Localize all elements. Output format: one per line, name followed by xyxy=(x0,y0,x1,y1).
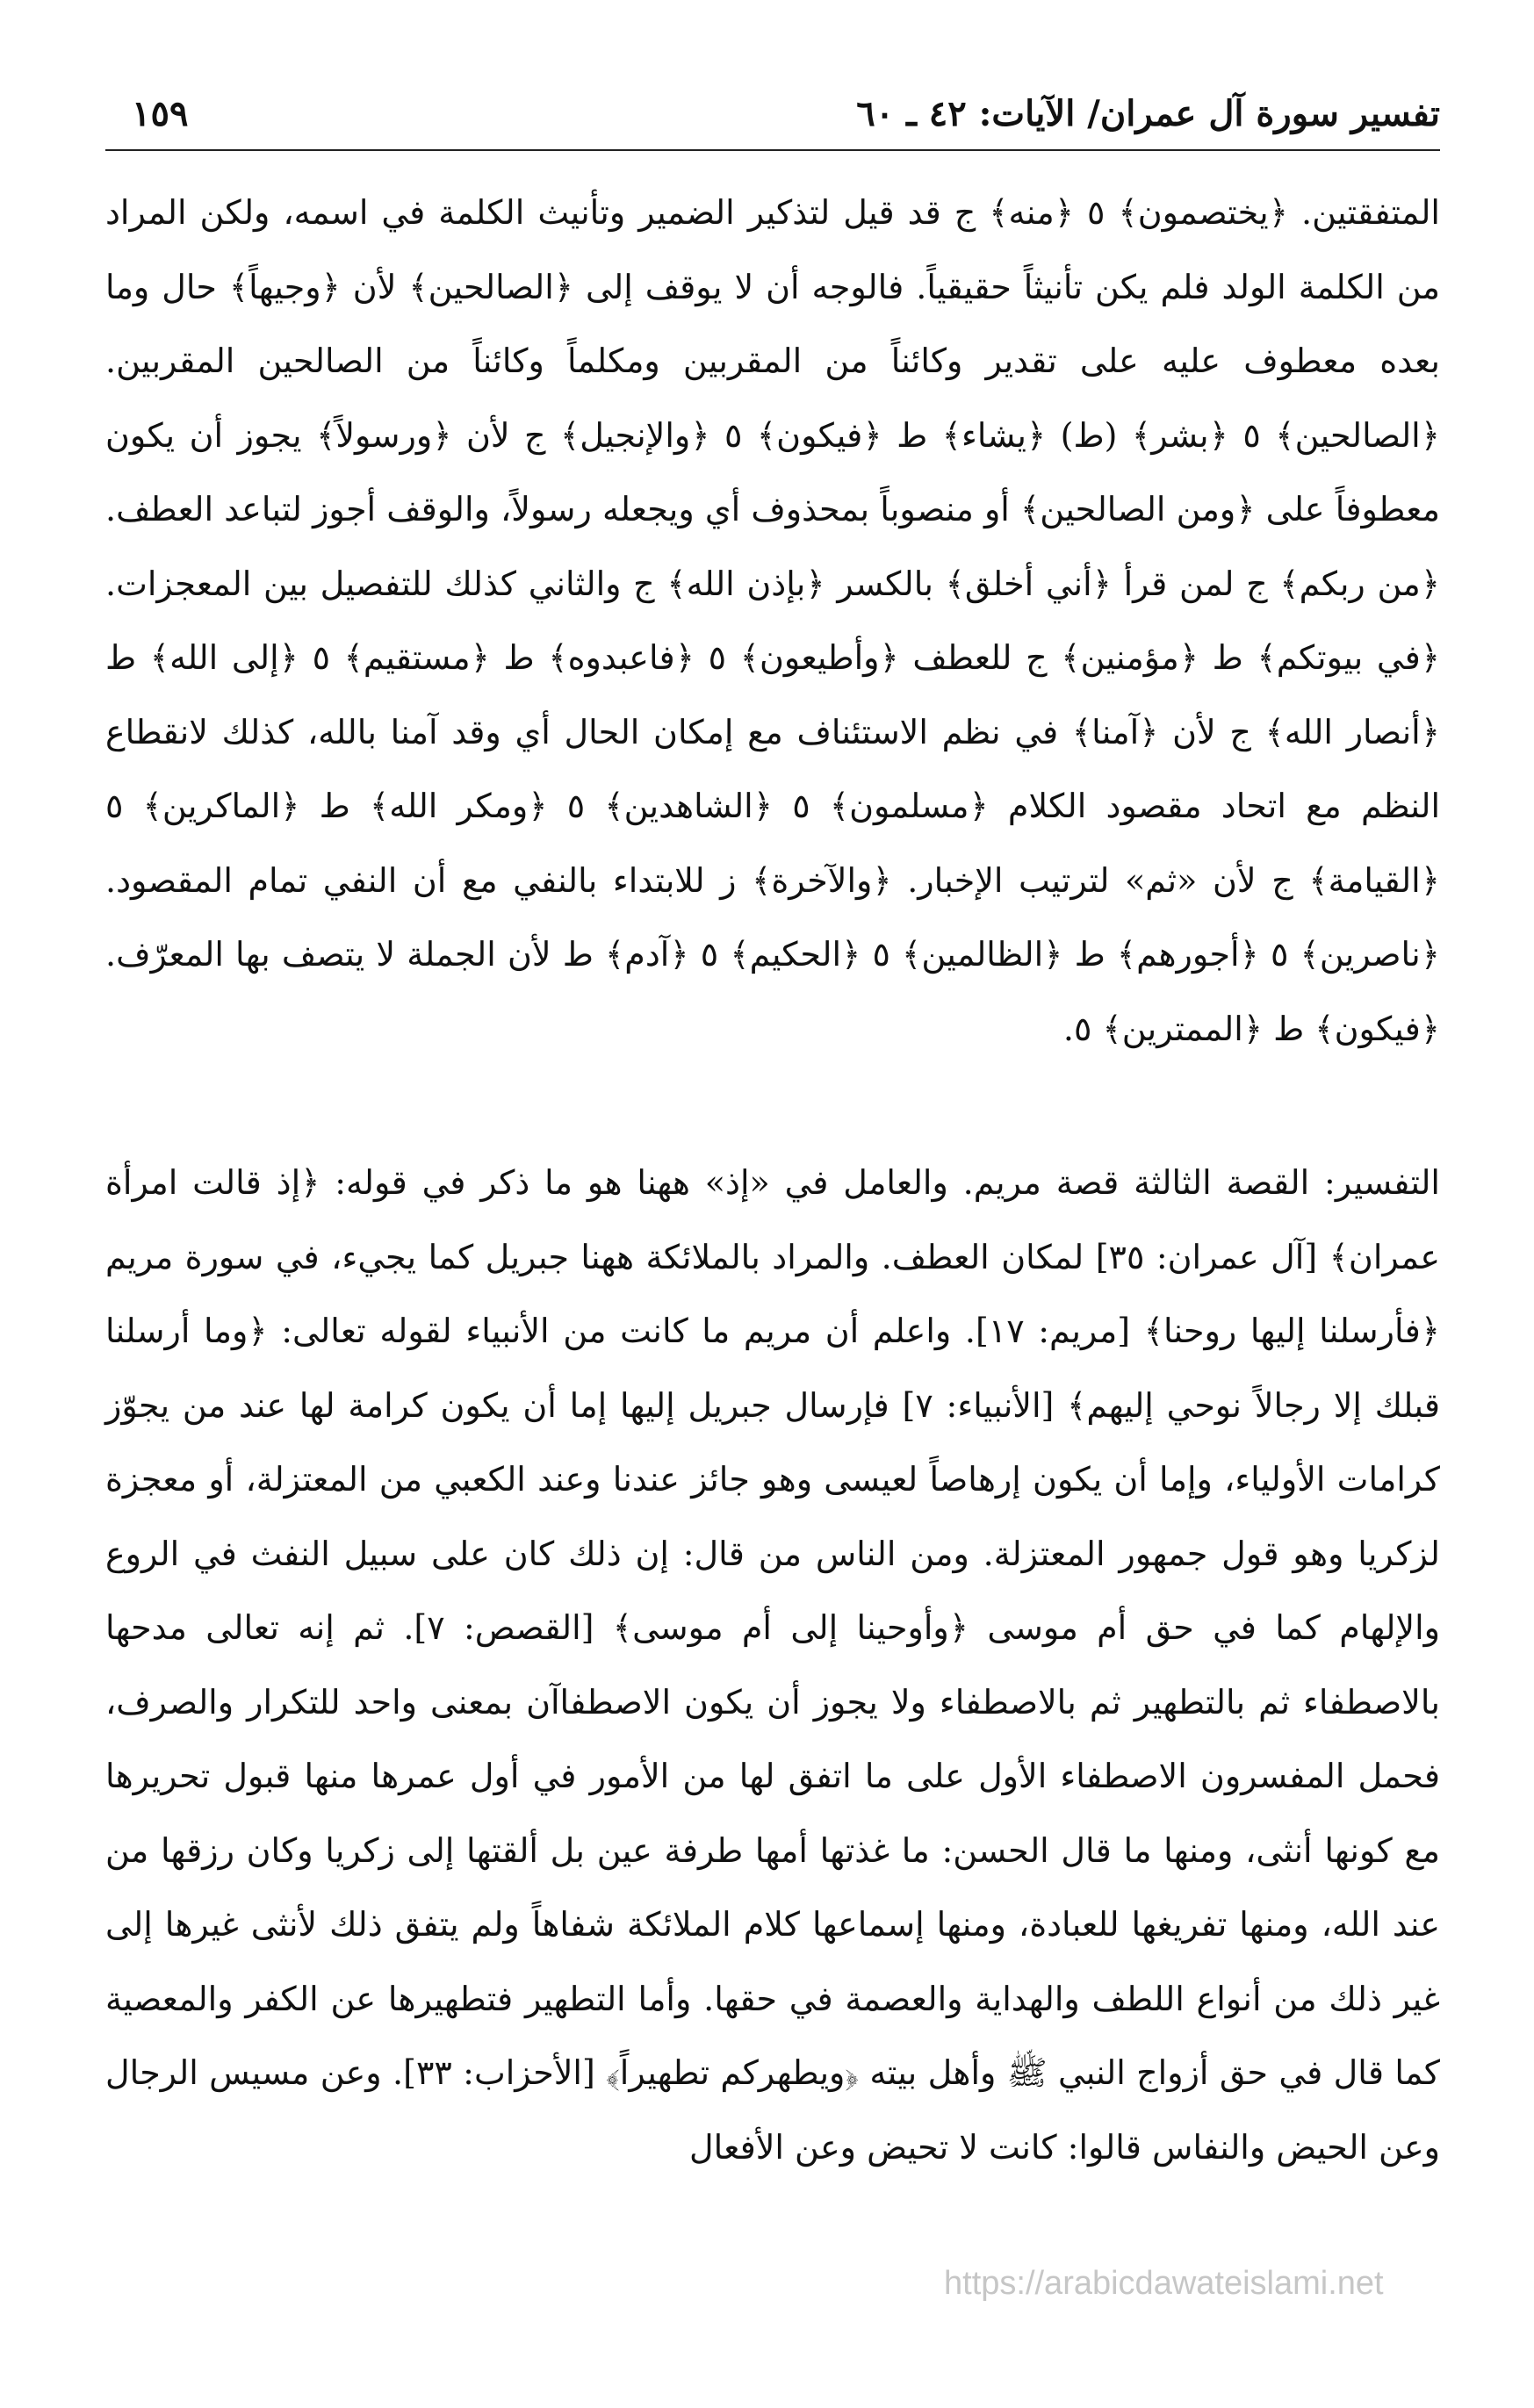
page-number: ١٥٩ xyxy=(132,93,189,134)
source-watermark: https://arabicdawateislami.net xyxy=(944,2265,1384,2302)
waqf-section xyxy=(105,176,1440,1097)
tafsir-paragraph: التفسير: القصة الثالثة قصة مريم. والعامل في «إذ» ههنا هو ما ذكر في قوله: ﴿إذ قالت امرأة عمران﴾ [آل عمران: ٣٥] لمكان العطف. والمراد بالملائكة ههنا جبريل كما يجيء، في سورة مريم ﴿فأرسلنا إليها روحنا﴾ [مريم: ١٧]. واعلم أن مريم ما كانت من الأنبياء لقوله تعالى: ﴿وما أرسلنا قبلك إلا رجالاً نوحي إليهم﴾ [الأنبياء: ٧] فإرسال جبريل إليها إما أن يكون كرامة لها عند من يجوّز كرامات الأولياء، وإما أن يكون إرهاصاً لعيسى وهو جائز عندنا وعند الكعبي من المعتزلة، أو معجزة لزكريا وهو قول جمهور المعتزلة. ومن الناس من قال: إن ذلك كان على سبيل النفث في الروع والإلهام كما في حق أم موسى ﴿وأوحينا إلى أم موسى﴾ [القصص: ٧]. ثم إنه تعالى مدحها بالاصطفاء ثم بالتطهير ثم بالاصطفاء ولا يجوز أن يكون الاصطفاآن بمعنى واحد للتكرار والصرف، فحمل المفسرون الاصطفاء الأول على ما اتفق لها من الأمور في أول عمرها منها قبول تحريرها مع كونها أنثى، ومنها ما قال الحسن: ما غذتها أمها طرفة عين بل ألقتها إلى زكريا وكان رزقها من عند الله، ومنها تفريغها للعبادة، ومنها إسماعها كلام الملائكة شفاهاً ولم يتفق ذلك لأنثى غيرها إلى غير ذلك من أنواع اللطف والهداية والعصمة في حقها. وأما التطهير فتطهيرها عن الكفر والمعصية كما قال في حق أزواج النبي ﷺ وأهل بيته ﴿ويطهركم تطهيراً﴾ [الأحزاب: ٣٣]. وعن مسيس الرجال وعن الحيض والنفاس قالوا: كانت لا تحيض وعن الأفعال xyxy=(105,1163,1441,2167)
running-title: تفسير سورة آل عمران/ الآيات: ٤٢ ـ ٦٠ xyxy=(856,93,1440,134)
page-header xyxy=(105,88,1440,151)
waqf-paragraph: المتفقتين. ﴿يختصمون﴾ ٥ ﴿منه﴾ ج قد قيل لتذكير الضمير وتأنيث الكلمة في اسمه، ولكن المراد من الكلمة الولد فلم يكن تأنيثاً حقيقياً. فالوجه أن لا يوقف إلى ﴿الصالحين﴾ لأن ﴿وجيهاً﴾ حال وما بعده معطوف عليه على تقدير وكائناً من المقربين ومكلماً وكائناً من الصالحين المقربين. ﴿الصالحين﴾ ٥ ﴿بشر﴾ (ط) ﴿يشاء﴾ ط ﴿فيكون﴾ ٥ ﴿والإنجيل﴾ ج لأن ﴿ورسولاً﴾ يجوز أن يكون معطوفاً على ﴿ومن الصالحين﴾ أو منصوباً بمحذوف أي ويجعله رسولاً، والوقف أجوز لتباعد العطف. ﴿من ربكم﴾ ج لمن قرأ ﴿أني أخلق﴾ بالكسر ﴿بإذن الله﴾ ج والثاني كذلك للتفصيل بين المعجزات. ﴿في بيوتكم﴾ ط ﴿مؤمنين﴾ ج للعطف ﴿وأطيعون﴾ ٥ ﴿فاعبدوه﴾ ط ﴿مستقيم﴾ ٥ ﴿إلى الله﴾ ط ﴿أنصار الله﴾ ج لأن ﴿آمنا﴾ في نظم الاستئناف مع إمكان الحال أي وقد آمنا بالله، كذلك لانقطاع النظم مع اتحاد مقصود الكلام ﴿مسلمون﴾ ٥ ﴿الشاهدين﴾ ٥ ﴿ومكر الله﴾ ط ﴿الماكرين﴾ ٥ ﴿القيامة﴾ ج لأن «ثم» لترتيب الإخبار. ﴿والآخرة﴾ ز للابتداء بالنفي مع أن النفي تمام المقصود. ﴿ناصرين﴾ ٥ ﴿أجورهم﴾ ط ﴿الظالمين﴾ ٥ ﴿الحكيم﴾ ٥ ﴿آدم﴾ ط لأن الجملة لا يتصف بها المعرّف. ﴿فيكون﴾ ط ﴿الممترين﴾ ٥. xyxy=(105,193,1441,1048)
tafsir-section xyxy=(105,1146,1440,2274)
